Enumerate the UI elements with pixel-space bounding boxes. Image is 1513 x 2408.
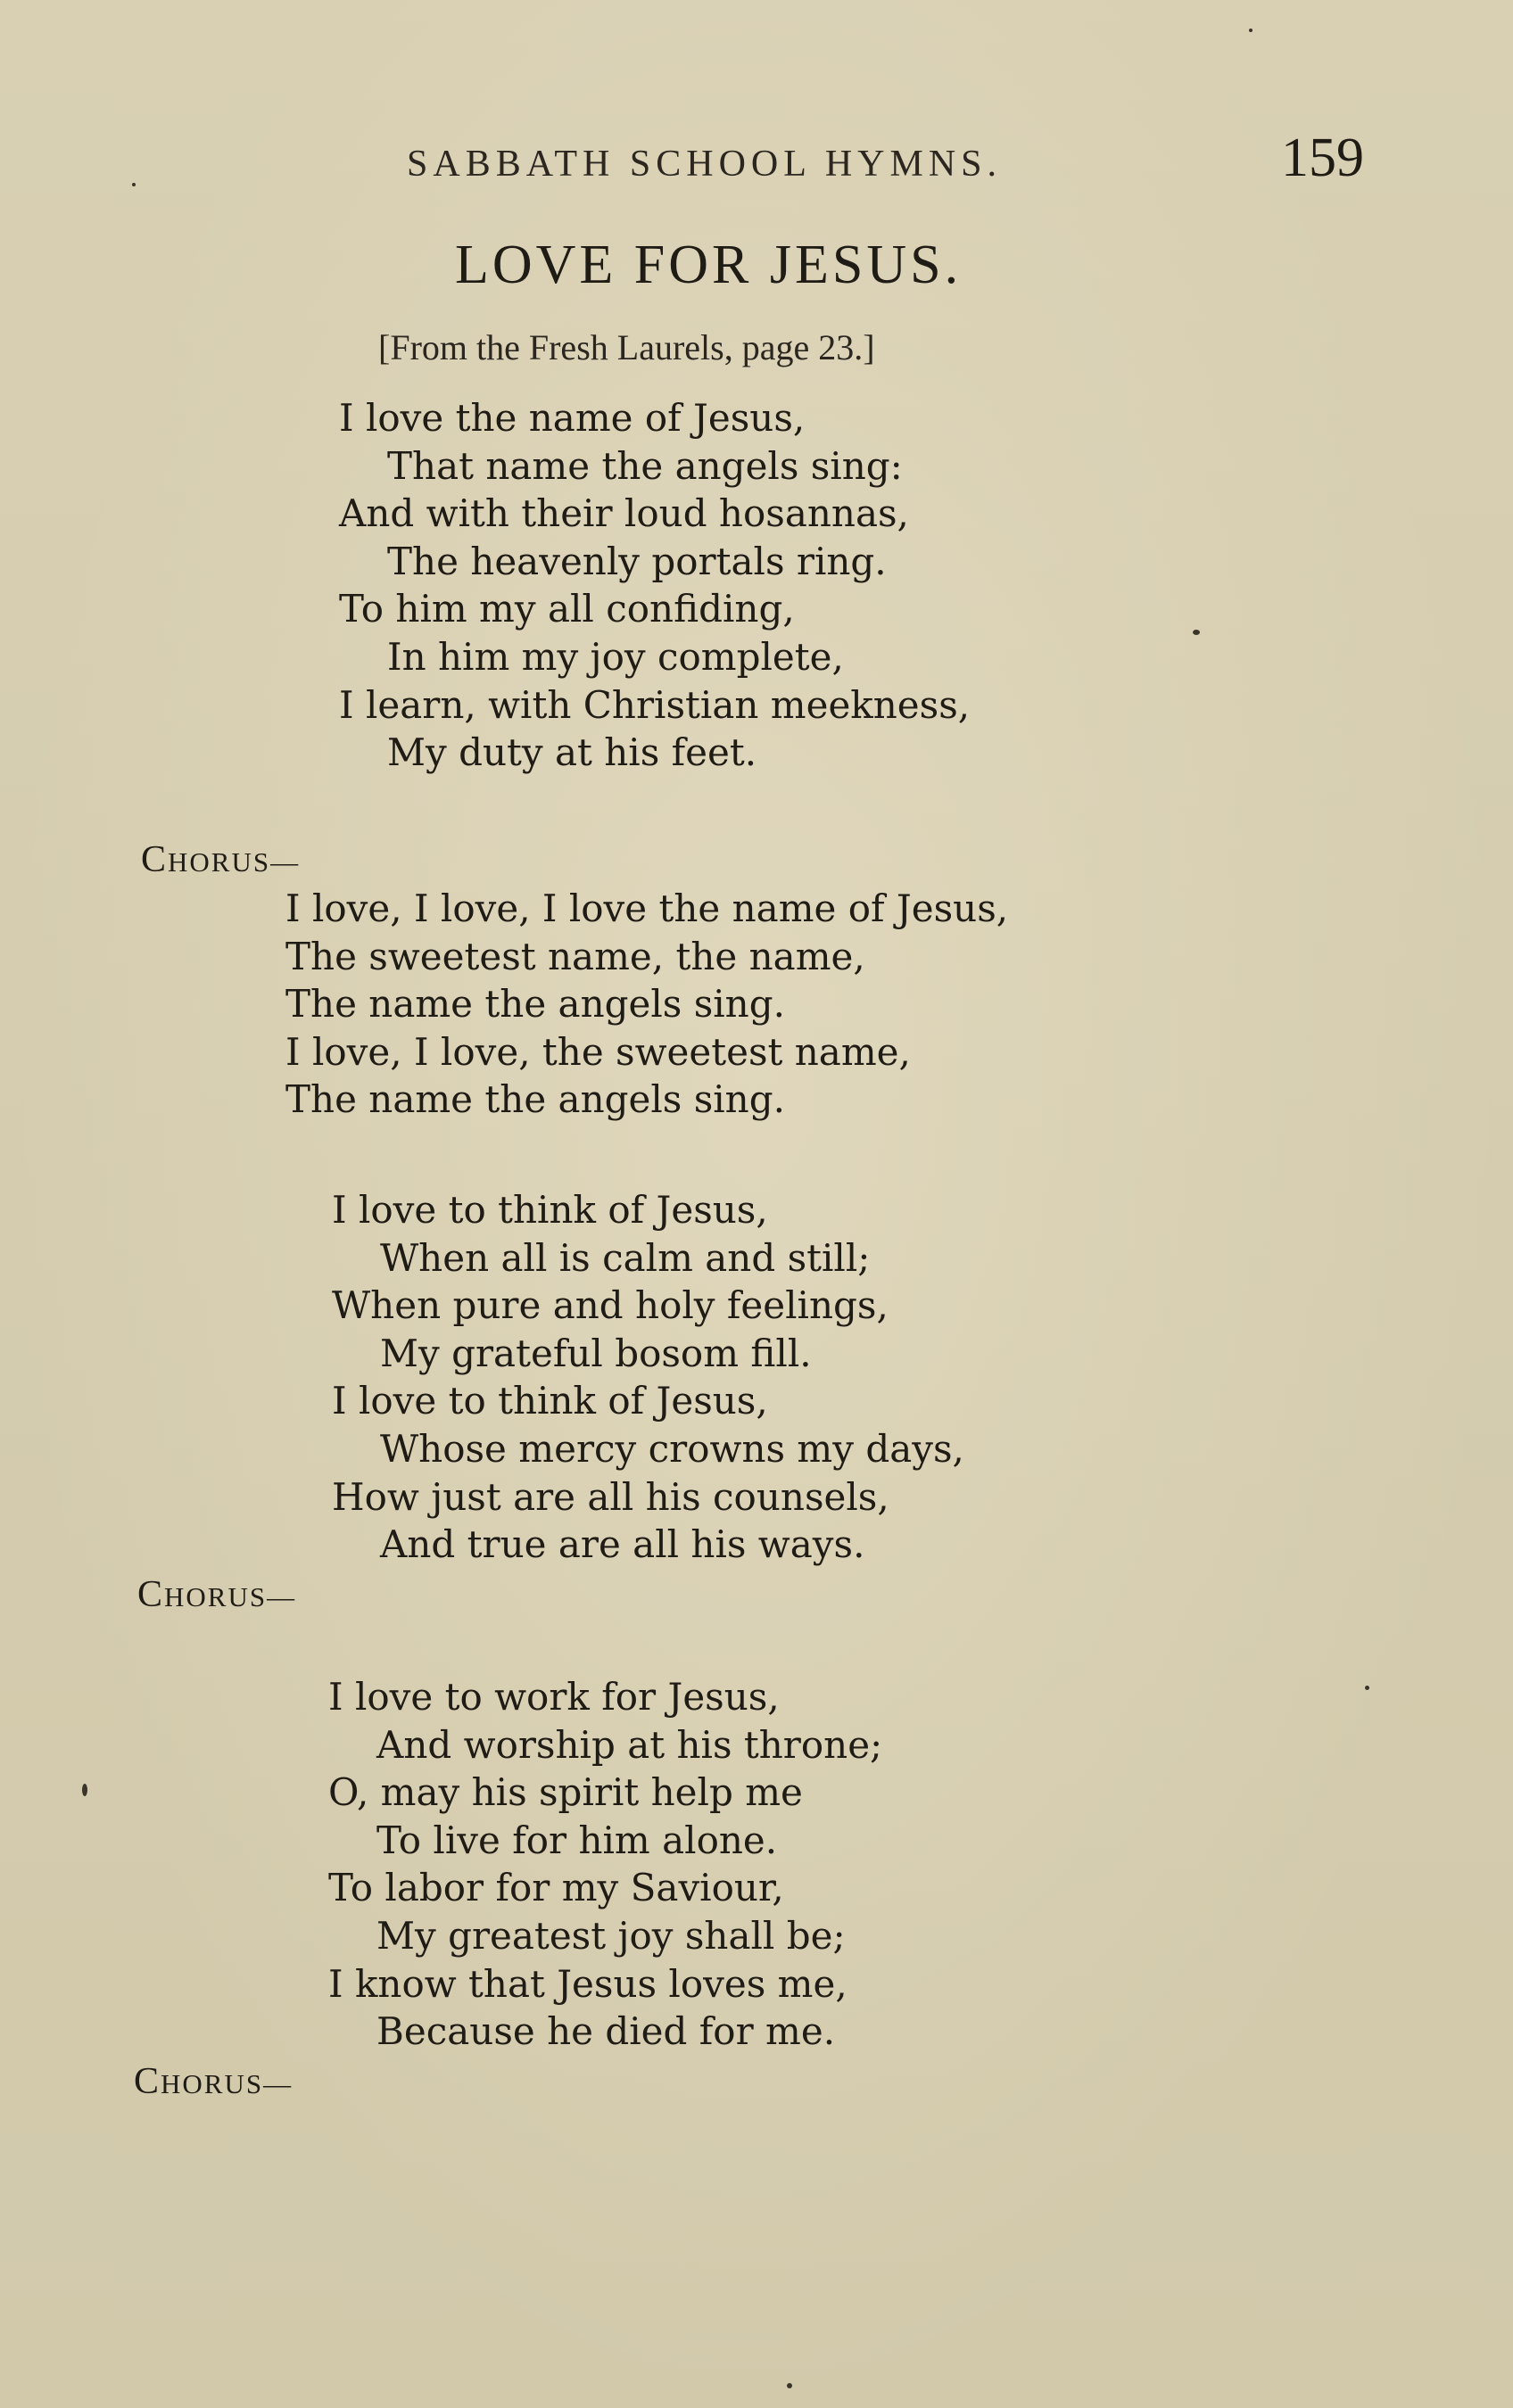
verse-line: My duty at his feet.	[387, 730, 757, 775]
chorus-line: I love, I love, I love the name of Jesus,	[285, 887, 1009, 930]
chorus-label-rest: HORUS—	[164, 1581, 297, 1612]
verse-line: Whose mercy crowns my days,	[380, 1426, 964, 1471]
hymn-source-note: [From the Fresh Laurels, page 23.]	[378, 327, 875, 367]
verse-line: I love to think of Jesus,	[332, 1188, 768, 1232]
verse-line: The heavenly portals ring.	[387, 539, 887, 583]
chorus-line: The name the angels sing.	[285, 1077, 785, 1122]
chorus-label	[137, 1573, 296, 1616]
chorus-line: The sweetest name, the name,	[285, 934, 865, 978]
verse-line: And true are all his ways.	[380, 1522, 865, 1567]
chorus-label-initial: C	[137, 1574, 165, 1615]
verse-line: And worship at his throne;	[376, 1722, 883, 1767]
verse-line: In him my joy complete,	[387, 634, 844, 679]
verse-1	[339, 394, 970, 777]
running-head: SABBATH SCHOOL HYMNS.	[407, 144, 1003, 185]
print-speck	[1365, 1686, 1369, 1690]
print-speck	[787, 2383, 792, 2388]
hymn-title: LOVE FOR JESUS.	[455, 235, 963, 295]
verse-line: How just are all his counsels,	[332, 1474, 889, 1519]
verse-line: My grateful bosom fill.	[380, 1331, 812, 1375]
chorus-text	[285, 885, 1008, 1124]
verse-line: Because he died for me.	[376, 2009, 836, 2054]
verse-line: To labor for my Saviour,	[328, 1866, 784, 1910]
chorus-line: I love, I love, the sweetest name,	[285, 1029, 911, 1074]
verse-2	[332, 1186, 964, 1569]
verse-line: I love to think of Jesus,	[332, 1379, 768, 1423]
verse-line: To live for him alone.	[376, 1818, 778, 1862]
chorus-label-rest: HORUS—	[168, 846, 301, 878]
verse-line: My greatest joy shall be;	[376, 1913, 846, 1958]
verse-line: When all is calm and still;	[380, 1235, 871, 1280]
chorus-label-rest: HORUS—	[161, 2068, 294, 2099]
verse-line: I love to work for Jesus,	[328, 1675, 780, 1719]
verse-line: To him my all confiding,	[339, 587, 795, 631]
verse-line: I know that Jesus loves me,	[328, 1961, 847, 2006]
print-speck	[132, 183, 136, 186]
chorus-line: The name the angels sing.	[285, 982, 785, 1027]
verse-line: O, may his spirit help me	[328, 1770, 803, 1815]
verse-3	[328, 1673, 882, 2056]
print-speck	[82, 1784, 87, 1796]
verse-line: And with their loud hosannas,	[339, 491, 909, 536]
verse-line: I learn, with Christian meekness,	[339, 682, 971, 727]
page-number: 159	[1281, 128, 1364, 188]
verse-line: When pure and holy feelings,	[332, 1283, 889, 1328]
print-speck	[1193, 630, 1200, 635]
print-speck	[1249, 29, 1253, 32]
chorus-label	[141, 838, 300, 881]
chorus-label	[134, 2060, 293, 2103]
verse-line: I love the name of Jesus,	[339, 396, 806, 440]
chorus-label-initial: C	[141, 839, 169, 880]
chorus-label-initial: C	[134, 2061, 161, 2102]
verse-line: That name the angels sing:	[387, 443, 903, 488]
